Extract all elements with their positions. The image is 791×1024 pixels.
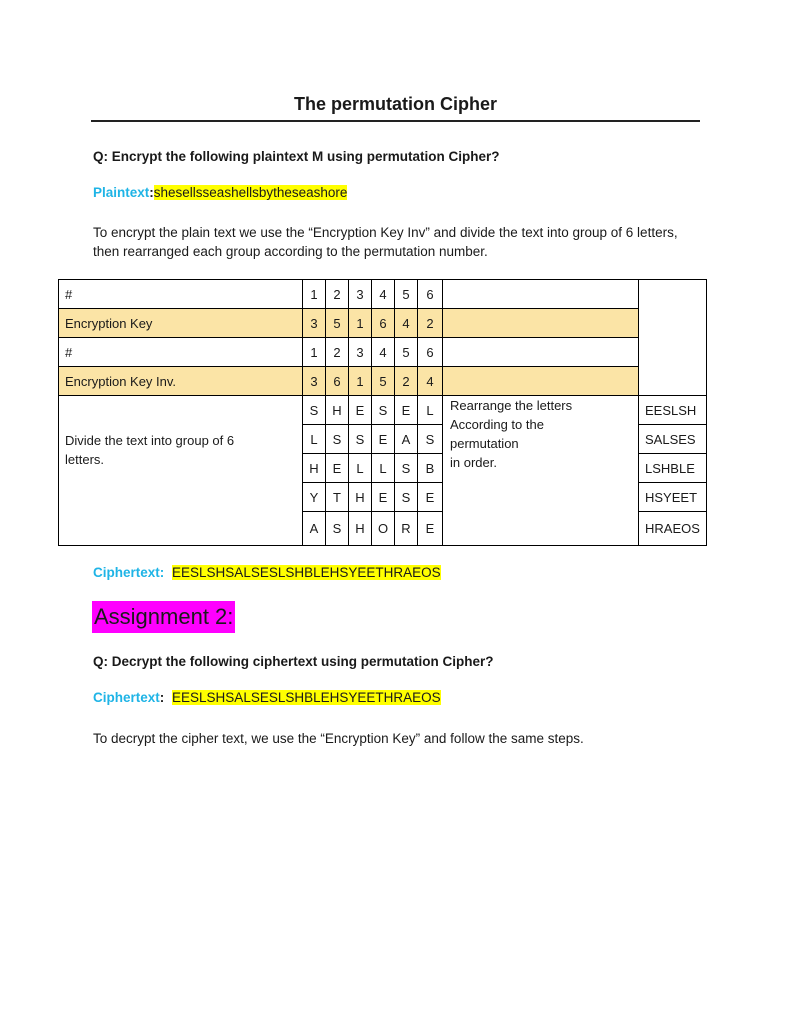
plaintext-colon: : (149, 185, 154, 200)
ciphertext-value: EESLSHSALSESLSHBLEHSYEETHRAEOS (172, 565, 441, 580)
key-row-value: 2 (394, 366, 418, 396)
key-row-value: 1 (302, 279, 326, 309)
key-row-value: 4 (394, 308, 418, 338)
group-letter: A (394, 424, 418, 454)
key-row-value: 2 (325, 337, 349, 367)
plaintext-line (93, 185, 347, 200)
empty-cell (638, 279, 707, 396)
empty-cell (442, 366, 639, 396)
key-row-value: 6 (325, 366, 349, 396)
key-row-value: 6 (417, 337, 443, 367)
ciphertext2-colon: : (159, 690, 165, 705)
ciphertext2-value: EESLSHSALSESLSHBLEHSYEETHRAEOS (172, 690, 441, 705)
group-letter: S (325, 511, 349, 546)
key-row-value: 5 (371, 366, 395, 396)
key-row-value: 4 (371, 279, 395, 309)
key-row-value: 5 (325, 308, 349, 338)
key-row-value: 2 (325, 279, 349, 309)
group-letter: E (325, 453, 349, 483)
group-letter: L (371, 453, 395, 483)
key-row-value: 4 (417, 366, 443, 396)
key-row-value: 1 (302, 337, 326, 367)
question-decrypt: Q: Decrypt the following ciphertext using permutation Cipher? (93, 654, 494, 669)
group-letter: E (371, 482, 395, 512)
key-row-label: # (58, 337, 303, 367)
plaintext-value: shesellsseashellsbytheseashore (153, 185, 348, 200)
ciphertext-label: Ciphertext: (93, 565, 165, 580)
key-row-value: 3 (302, 366, 326, 396)
empty-cell (442, 337, 639, 367)
ciphertext2-line (93, 690, 441, 705)
ciphertext-line (93, 565, 441, 580)
key-row-value: 3 (348, 279, 372, 309)
empty-cell (442, 308, 639, 338)
key-row-label: # (58, 279, 303, 309)
group-letter: E (348, 395, 372, 425)
permutation-table (58, 279, 706, 545)
key-row-value: 3 (302, 308, 326, 338)
group-letter: L (302, 424, 326, 454)
key-row-value: 6 (371, 308, 395, 338)
group-letter: T (325, 482, 349, 512)
decrypt-instructions: To decrypt the cipher text, we use the “Encryption Key” and follow the same steps. (93, 731, 584, 746)
ciphertext2-label: Ciphertext (93, 690, 160, 705)
encrypt-instructions: To encrypt the plain text we use the “Encryption Key Inv” and divide the text into group of 6 letters, then rearranged each group according to the permutation number. (93, 225, 678, 259)
group-letter: L (417, 395, 443, 425)
page-title: The permutation Cipher (293, 94, 497, 114)
result-group: HRAEOS (638, 511, 707, 546)
group-letter: H (348, 482, 372, 512)
group-letter: B (417, 453, 443, 483)
assignment-heading: Assignment 2: (92, 601, 235, 633)
group-letter: E (417, 511, 443, 546)
group-letter: H (348, 511, 372, 546)
question-encrypt: Q: Encrypt the following plaintext M using permutation Cipher? (93, 149, 500, 164)
rearrange-label-text: Rearrange the letters According to the permutation in order. (450, 398, 573, 470)
key-row-value: 6 (417, 279, 443, 309)
key-row-value: 4 (371, 337, 395, 367)
key-row-value: 1 (348, 308, 372, 338)
group-letter: Y (302, 482, 326, 512)
key-row-value: 5 (394, 337, 418, 367)
result-group: HSYEET (638, 482, 707, 512)
group-letter: S (394, 453, 418, 483)
result-group: LSHBLE (638, 453, 707, 483)
key-row-value: 2 (417, 308, 443, 338)
key-row-value: 1 (348, 366, 372, 396)
key-row-label: Encryption Key Inv. (58, 366, 303, 396)
rearrange-label (442, 395, 639, 546)
group-letter: S (394, 482, 418, 512)
group-letter: A (302, 511, 326, 546)
group-letter: S (417, 424, 443, 454)
group-letter: S (325, 424, 349, 454)
result-group: SALSES (638, 424, 707, 454)
empty-cell (442, 279, 639, 309)
group-letter: R (394, 511, 418, 546)
group-letter: E (417, 482, 443, 512)
group-letter: O (371, 511, 395, 546)
key-row-value: 5 (394, 279, 418, 309)
result-group: EESLSH (638, 395, 707, 425)
group-letter: S (348, 424, 372, 454)
group-letter: H (325, 395, 349, 425)
group-letter: H (302, 453, 326, 483)
divide-label (58, 395, 303, 546)
title-underline (91, 120, 700, 122)
group-letter: E (371, 424, 395, 454)
plaintext-label: Plaintext (93, 185, 150, 200)
group-letter: S (371, 395, 395, 425)
group-letter: L (348, 453, 372, 483)
key-row-value: 3 (348, 337, 372, 367)
divide-label-text: Divide the text into group of 6 letters. (65, 433, 235, 467)
group-letter: E (394, 395, 418, 425)
key-row-label: Encryption Key (58, 308, 303, 338)
group-letter: S (302, 395, 326, 425)
